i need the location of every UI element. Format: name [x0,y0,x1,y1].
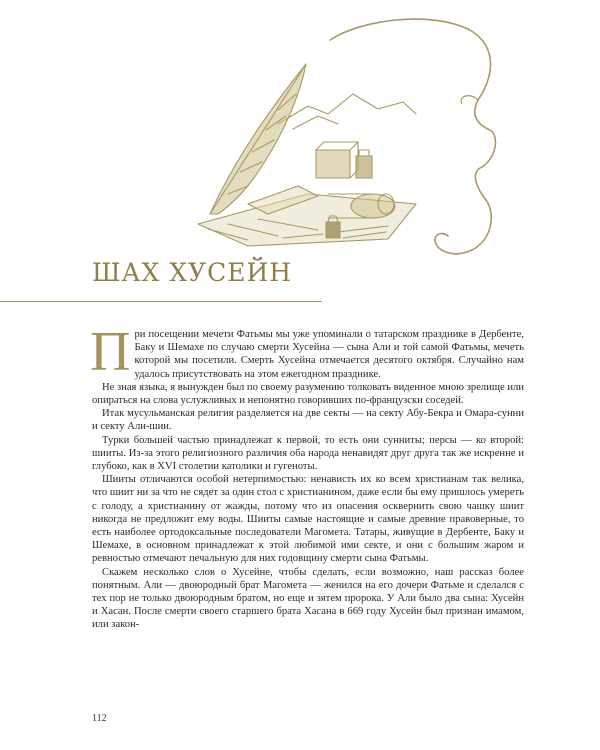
paragraph: Шииты отличаются особой нетерпимостью: ненависть их ко всем христианам так велика, что шиит ни за что не сядет за один стол с христианином, даже если бы ему пришлось умереть с голоду, а христианину от жажды, потому что из опасения осквернить свою чашку шиит никогда не предложит ему воды. Шииты самые настоящие и самые древние правоверные, то есть наиболее ортодоксальные последователи Магомета. Татары, живущие в Дербенте, Баку и Шемахе, в основном принадлежат к этой любимой ими секте, и они с большим жаром и ревностью отмечают печальную для них годовщину смерти сына Фатьмы. [92,474,524,565]
paragraph: Не зная языка, я вынужден был по своему разумению толковать виденное мною зрелище или опираться на слова услужливых и непонятно говоривших по-французски соседей. [92,381,524,407]
page-number: 112 [92,713,107,724]
quill-inkwell-scroll-illustration-icon [188,54,418,254]
chapter-title: ШАХ ХУСЕЙН [92,258,293,287]
first-paragraph [90,321,524,383]
title-rule-divider [0,301,322,302]
chapter-text [90,321,524,632]
paragraph: Скажем несколько слов о Хусейне, чтобы сделать, если возможно, наш рассказ более понятным. Али — двоюродный брат Магомета — женился на его дочери Фатьме и сделался с тех пор не только двоюродным братом, но еще и зятем пророка. У Али было два сына: Хусейн и Хасан. После смерти своего старшего брата Хасана в 669 году Хусейн был признан имамом, или закон- [92,566,524,631]
first-paragraph-text: ри посещении мечети Фатьмы мы уже упоминали о татарском празднике в Дербенте, Баку и Шемахе по случаю смерти Хусейна — сына Али и той самой Фатьмы, мечеть которой мы посетили. Смерть Хусейна отмечается десятого октября. Случайно нам удалось присутствовать на этом ежегодном празднике. [134,329,524,380]
paragraph: Турки большей частью принадлежат к первой, то есть они сунниты; персы — ко второй: шииты. Из-за этого религиозного различия оба народа ненавидят друг друга так же искренне и глубоко, как в XVI столетии католики и гугеноты. [92,434,524,473]
paragraph: Итак мусульманская религия разделяется на две секты — на секту Абу-Бекра и Омара-сунни и секту Али-шии. [92,408,524,433]
drop-cap: П [90,321,131,383]
